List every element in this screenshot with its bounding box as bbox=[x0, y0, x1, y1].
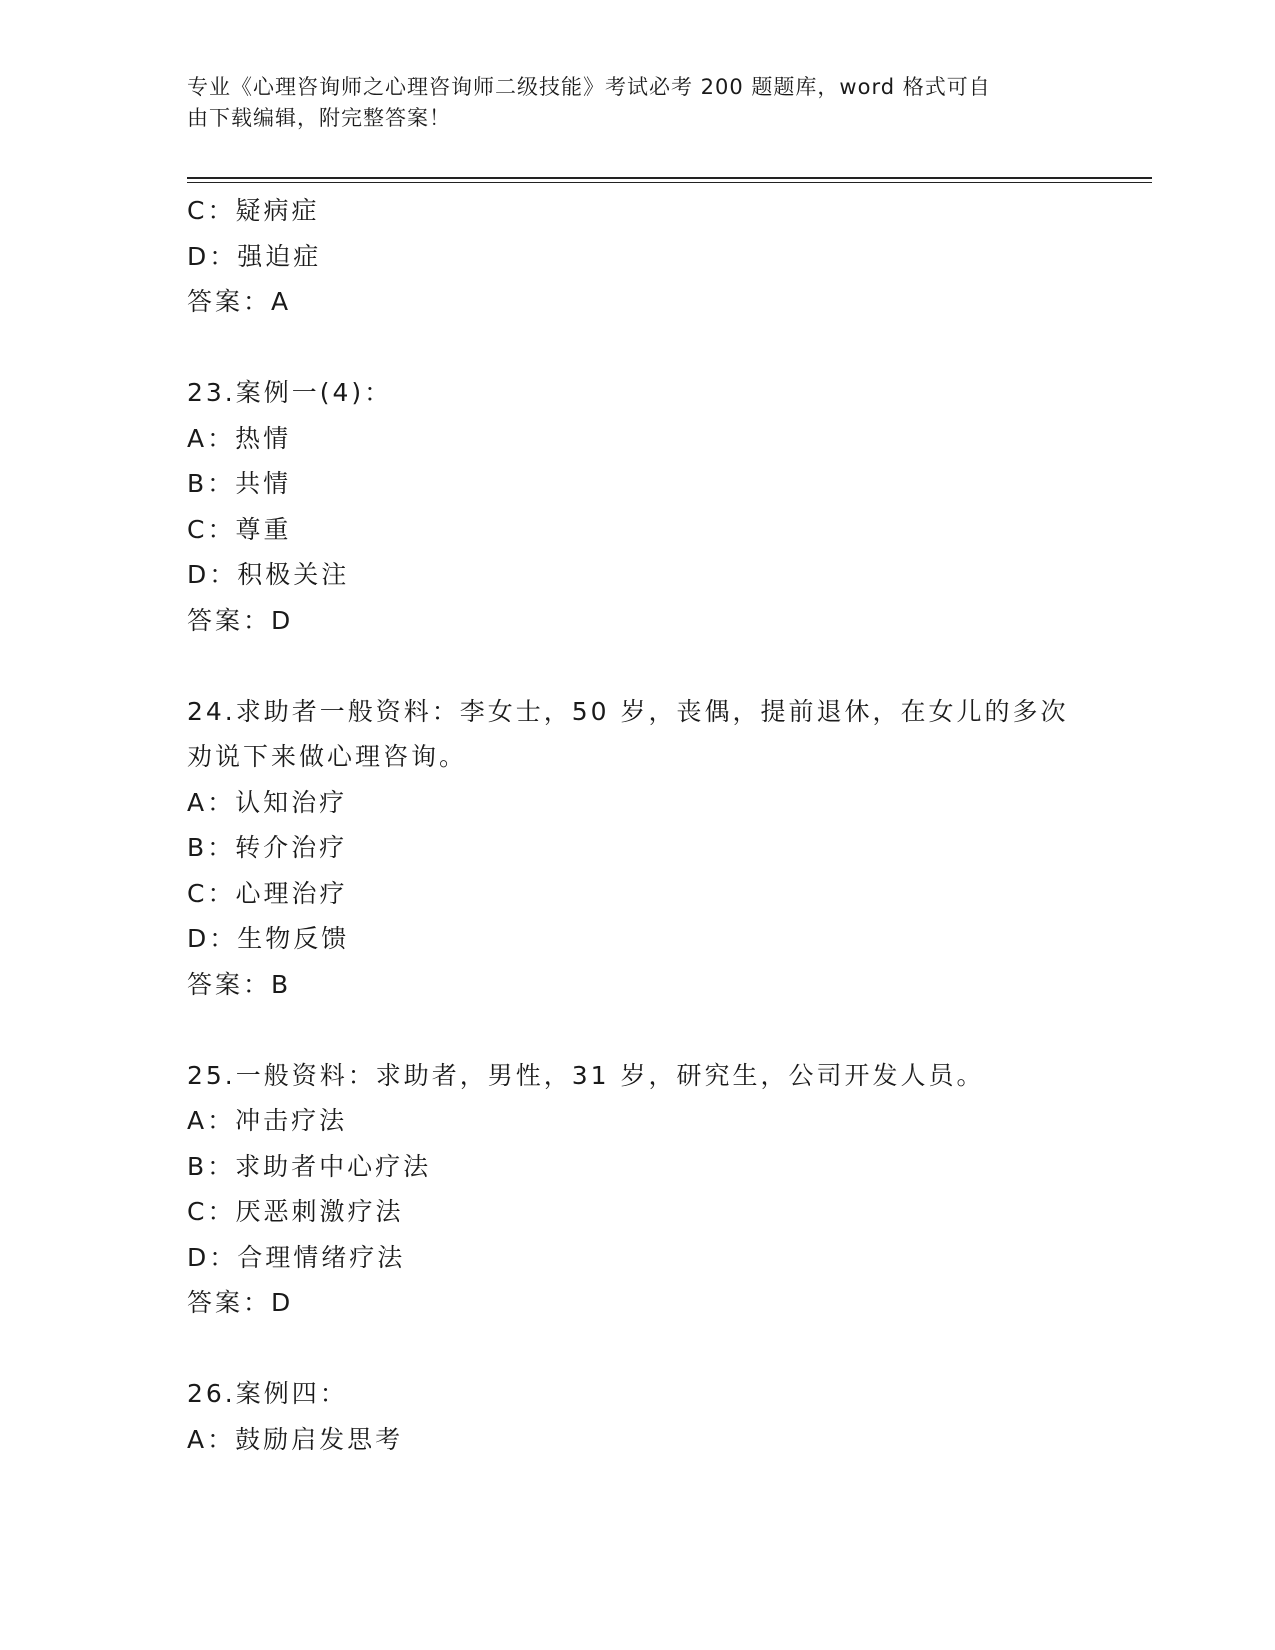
spacer bbox=[187, 1007, 1087, 1053]
question-stem: 26.案例四： bbox=[187, 1379, 348, 1408]
option-a: A：热情 bbox=[187, 423, 292, 453]
option-b: B：求助者中心疗法 bbox=[187, 1151, 432, 1181]
answer-line: 答案：A bbox=[187, 287, 292, 316]
option-c: C：疑病症 bbox=[187, 196, 320, 225]
answer-line: 答案：D bbox=[187, 1288, 294, 1317]
question-list bbox=[187, 188, 1087, 1462]
spacer bbox=[187, 325, 1087, 371]
header-line-1: 专业《心理咨询师之心理咨询师二级技能》考试必考 200 题题库，word 格式可自 bbox=[187, 75, 991, 99]
question-stem: 25.一般资料：求助者，男性，31 岁，研究生，公司开发人员。 bbox=[187, 1060, 985, 1090]
option-a: A：鼓励启发思考 bbox=[187, 1424, 404, 1454]
question-stem-line-2: 劝说下来做心理咨询。 bbox=[187, 742, 468, 771]
header-divider-thick bbox=[187, 177, 1152, 179]
page-header bbox=[187, 72, 1067, 134]
option-d: D：强迫症 bbox=[187, 241, 322, 271]
answer-line: 答案：B bbox=[187, 969, 292, 999]
spacer bbox=[187, 643, 1087, 689]
answer-line: 答案：D bbox=[187, 605, 294, 635]
question-stem: 23.案例一(4)： bbox=[187, 378, 393, 407]
option-d: D：生物反馈 bbox=[187, 924, 350, 953]
option-a: A：冲击疗法 bbox=[187, 1106, 348, 1135]
option-c: C：厌恶刺激疗法 bbox=[187, 1197, 404, 1226]
header-line-2: 由下载编辑，附完整答案！ bbox=[187, 106, 451, 130]
option-b: B：共情 bbox=[187, 469, 292, 498]
option-a: A：认知治疗 bbox=[187, 787, 348, 817]
spacer bbox=[187, 1326, 1087, 1372]
question-stem-line-1: 24.求助者一般资料：李女士，50 岁，丧偶，提前退休，在女儿的多次 bbox=[187, 696, 1069, 726]
option-c: C：心理治疗 bbox=[187, 878, 348, 908]
option-d: D：合理情绪疗法 bbox=[187, 1242, 406, 1272]
option-b: B：转介治疗 bbox=[187, 833, 348, 862]
header-divider-thin bbox=[187, 182, 1152, 183]
option-d: D：积极关注 bbox=[187, 560, 350, 589]
option-c: C：尊重 bbox=[187, 514, 292, 544]
